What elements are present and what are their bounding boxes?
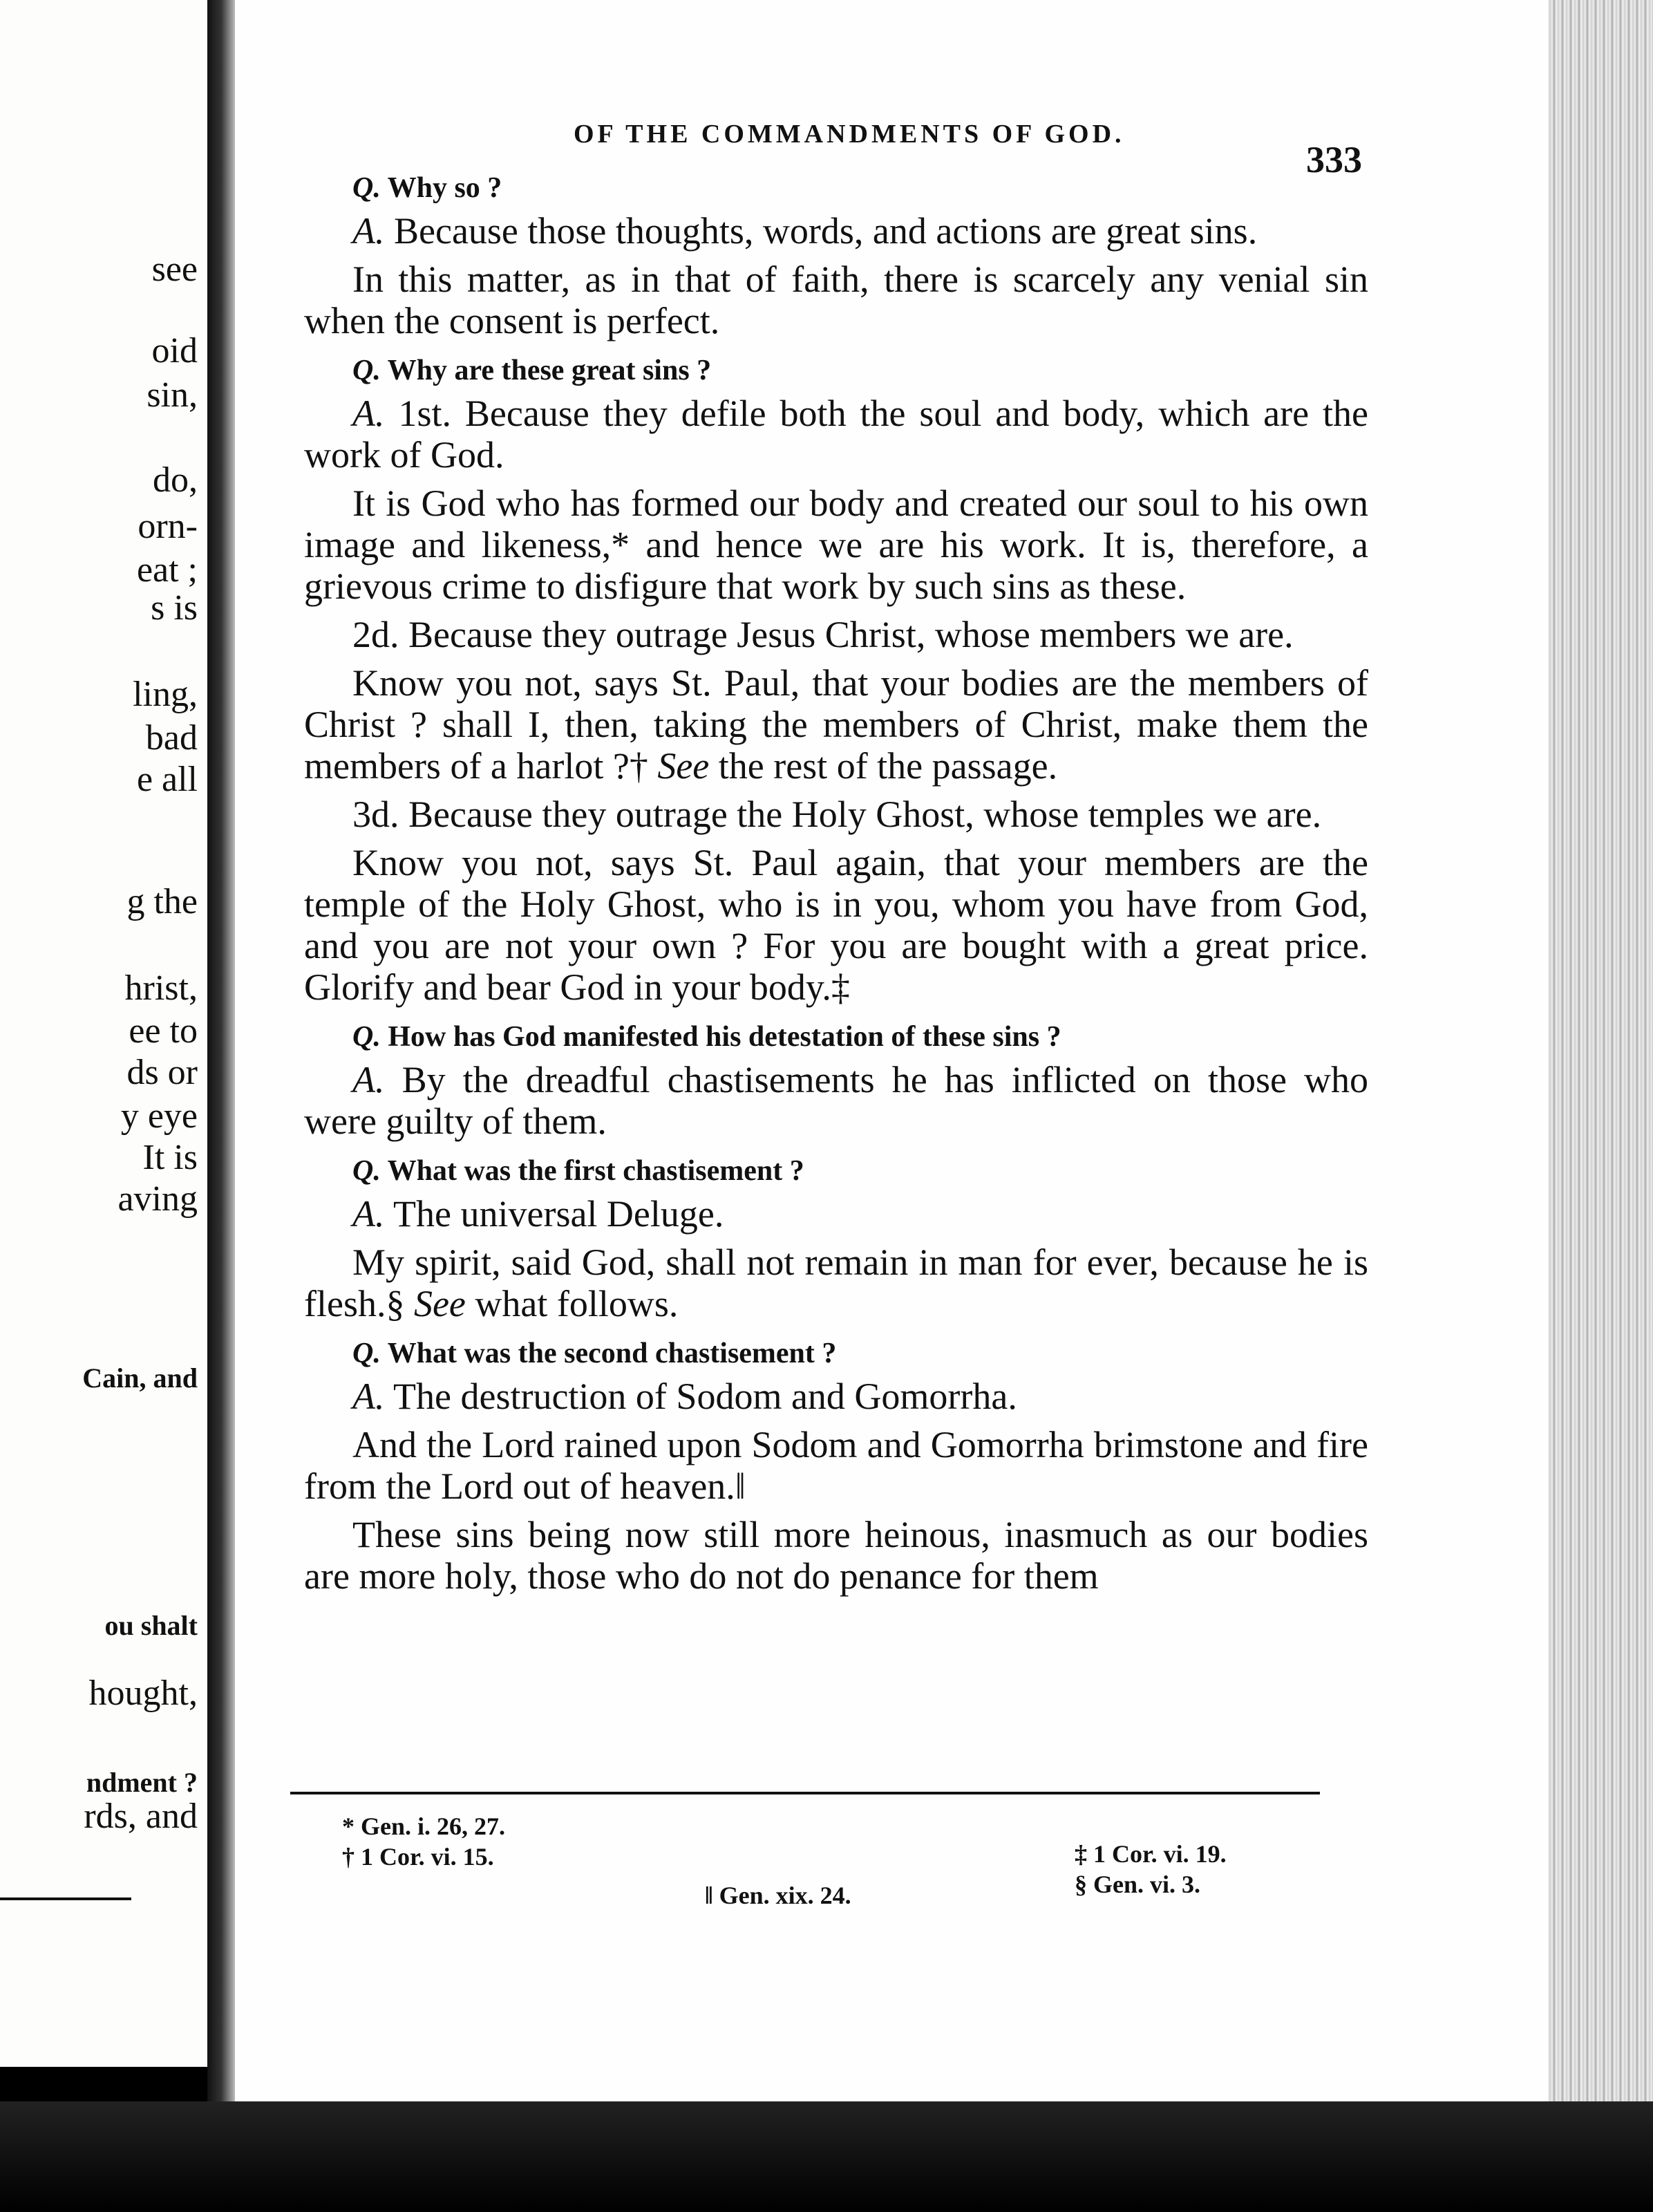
book-gutter <box>207 0 235 2101</box>
left-fragment: rds, and <box>84 1797 198 1836</box>
left-fragment: y eye <box>120 1096 198 1136</box>
bottom-shadow <box>0 2101 1653 2212</box>
left-fragment: oid <box>151 331 198 371</box>
paragraph: In this matter, as in that of faith, there is scarcely any venial sin when the consent is perfect. <box>304 259 1368 341</box>
footnote: † 1 Cor. vi. 15. <box>342 1843 494 1871</box>
left-facing-page <box>0 0 211 2067</box>
left-fragment: ou shalt <box>104 1610 198 1641</box>
answer: A. By the dreadful chastisements he has inflicted on those who were guilty of them. <box>304 1059 1369 1142</box>
left-fragment: bad <box>145 718 198 758</box>
answer: A. 1st. Because they defile both the soul and body, which are the work of God. <box>304 393 1369 476</box>
answer: A. The destruction of Sodom and Gomorrha. <box>352 1376 1017 1417</box>
paragraph: 2d. Because they outrage Jesus Christ, whose members we are. <box>352 614 1294 655</box>
page-edges <box>1548 0 1653 2115</box>
left-fragment: hrist, <box>124 968 198 1008</box>
left-fragment: Cain, and <box>82 1362 198 1394</box>
footnote: ‡ 1 Cor. vi. 19. <box>1075 1840 1227 1868</box>
left-fragment: orn- <box>138 507 198 546</box>
left-footnote-rule <box>0 1897 131 1900</box>
question: Q. How has God manifested his detestation of these sins ? <box>352 1021 1061 1053</box>
footnote: ‖ Gen. xix. 24. <box>705 1882 851 1909</box>
paragraph: My spirit, said God, shall not remain in man for ever, because he is flesh.§ See what follows. <box>304 1241 1368 1324</box>
page-number: 333 <box>1306 139 1362 180</box>
footnote: § Gen. vi. 3. <box>1075 1871 1201 1898</box>
answer: A. The universal Deluge. <box>352 1193 724 1235</box>
left-fragment: eat ; <box>136 550 198 590</box>
left-fragment: It is <box>142 1138 198 1177</box>
question: Q. Why are these great sins ? <box>352 355 712 386</box>
paragraph: These sins being now still more heinous, inasmuch as our bodies are more holy, those who do not do penance for them <box>304 1514 1368 1597</box>
running-head: OF THE COMMANDMENTS OF GOD. <box>574 120 1125 149</box>
left-fragment: ee to <box>129 1011 198 1051</box>
left-fragment: ling, <box>133 675 198 714</box>
left-fragment: g the <box>126 882 198 921</box>
question: Q. Why so ? <box>352 172 502 204</box>
paragraph: 3d. Because they outrage the Holy Ghost, whose temples we are. <box>352 794 1322 835</box>
paragraph: Know you not, says St. Paul, that your bodies are the members of Christ ? shall I, then, taking the members of Christ, make them the members of a harlot ?† See the rest of the passage. <box>304 662 1368 787</box>
paragraph: It is God who has formed our body and created our soul to his own image and likeness,* and hence we are his work. It is, therefore, a grievous crime to disfigure that work by such sins as these. <box>304 482 1368 607</box>
page-body <box>304 159 1368 1604</box>
question: Q. What was the first chastisement ? <box>352 1155 804 1187</box>
left-fragment: hought, <box>88 1674 198 1713</box>
paragraph: And the Lord rained upon Sodom and Gomorrha brimstone and fire from the Lord out of heaven.‖ <box>304 1424 1368 1507</box>
left-fragment: do, <box>153 460 198 500</box>
left-fragment: see <box>151 250 198 289</box>
left-fragment: e all <box>136 760 198 799</box>
left-fragment: sin, <box>147 375 198 415</box>
left-fragment: ndment ? <box>86 1767 198 1798</box>
left-fragment: ds or <box>126 1053 198 1092</box>
footnote: * Gen. i. 26, 27. <box>342 1812 506 1840</box>
left-fragment: s is <box>151 588 198 628</box>
paragraph: Know you not, says St. Paul again, that your members are the temple of the Holy Ghost, who is in you, whom you have from God, and you are not your own ? For you are bought with a great price. Glorify and bear God in your body.‡ <box>304 842 1368 1008</box>
answer: A. Because those thoughts, words, and actions are great sins. <box>352 210 1258 252</box>
question: Q. What was the second chastisement ? <box>352 1338 837 1369</box>
footnote-rule <box>290 1792 1320 1794</box>
left-fragment: aving <box>117 1179 198 1219</box>
